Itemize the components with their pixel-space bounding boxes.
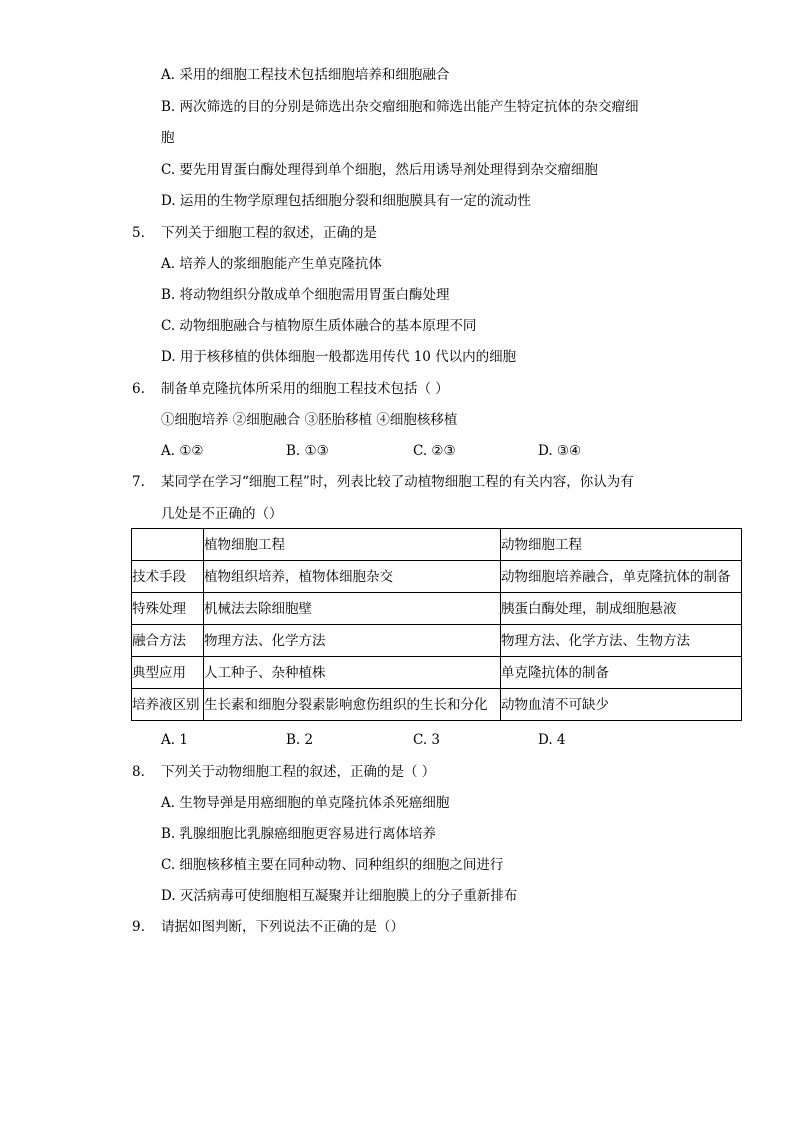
comparison-table <box>131 528 742 721</box>
q5-option-d: D. 用于核移植的供体细胞一般都选用传代 10 代以内的细胞 <box>161 349 517 365</box>
q5-number: 5. <box>132 225 145 241</box>
table-cell: 物理方法、化学方法 <box>204 625 501 657</box>
q6-stem: 制备单克隆抗体所采用的细胞工程技术包括（ ） <box>161 381 449 397</box>
q7-stem-line1: 某同学在学习“细胞工程”时，列表比较了动植物细胞工程的有关内容，你认为有 <box>161 474 634 490</box>
q7-choices <box>161 731 681 749</box>
table-header-cell: 植物细胞工程 <box>204 529 501 561</box>
q8-stem: 下列关于动物细胞工程的叙述，正确的是（ ） <box>161 764 436 780</box>
q8-option-b: B. 乳腺细胞比乳腺癌细胞更容易进行离体培养 <box>161 826 437 842</box>
q5-stem: 下列关于细胞工程的叙述，正确的是 <box>161 225 377 241</box>
table-cell: 特殊处理 <box>132 593 204 625</box>
table-header-cell <box>132 529 204 561</box>
table-row <box>132 625 742 657</box>
q8-option-d: D. 灭活病毒可使细胞相互凝聚并让细胞膜上的分子重新排布 <box>161 888 518 904</box>
q7-choice-b: B. 2 <box>286 732 314 748</box>
q7-stem-line2: 几处是不正确的（） <box>161 506 283 522</box>
q7-choice-a: A. 1 <box>161 732 188 748</box>
q6-choice-b: B. ①③ <box>286 443 329 459</box>
q7-choice-c: C. 3 <box>413 732 441 748</box>
table-header-row <box>132 529 742 561</box>
q6-items: ①细胞培养 ②细胞融合 ③胚胎移植 ④细胞核移植 <box>161 412 458 428</box>
q4-option-d: D. 运用的生物学原理包括细胞分裂和细胞膜具有一定的流动性 <box>161 193 531 209</box>
table-cell: 机械法去除细胞壁 <box>204 593 501 625</box>
table-cell: 典型应用 <box>132 657 204 689</box>
q6-choices <box>161 442 681 460</box>
q9-stem: 请据如图判断，下列说法不正确的是（） <box>161 919 404 935</box>
q7-number: 7. <box>132 474 145 490</box>
table-cell: 技术手段 <box>132 561 204 593</box>
q8-option-a: A. 生物导弹是用癌细胞的单克隆抗体杀死癌细胞 <box>161 795 450 811</box>
q4-option-b-continued: 胞 <box>161 130 175 146</box>
table-row <box>132 657 742 689</box>
table-cell: 融合方法 <box>132 625 204 657</box>
table-cell: 人工种子、杂种植株 <box>204 657 501 689</box>
table-cell: 动物细胞培养融合，单克隆抗体的制备 <box>501 561 742 593</box>
q4-option-b: B. 两次筛选的目的分别是筛选出杂交瘤细胞和筛选出能产生特定抗体的杂交瘤细 <box>161 99 639 115</box>
q5-option-c: C. 动物细胞融合与植物原生质体融合的基本原理不同 <box>161 318 477 334</box>
table-cell: 植物组织培养，植物体细胞杂交 <box>204 561 501 593</box>
q5-option-b: B. 将动物组织分散成单个细胞需用胃蛋白酶处理 <box>161 287 450 303</box>
q4-option-a: A. 采用的细胞工程技术包括细胞培养和细胞融合 <box>161 67 450 83</box>
q6-choice-c: C. ②③ <box>413 443 456 459</box>
table-cell: 培养液区别 <box>132 689 204 721</box>
q6-choice-a: A. ①② <box>161 443 204 459</box>
table-row <box>132 561 742 593</box>
table-cell: 物理方法、化学方法、生物方法 <box>501 625 742 657</box>
q6-choice-d: D. ③④ <box>538 443 582 459</box>
q9-number: 9. <box>132 919 145 935</box>
table-header-cell: 动物细胞工程 <box>501 529 742 561</box>
q7-choice-d: D. 4 <box>538 732 566 748</box>
q6-number: 6. <box>132 381 145 397</box>
q8-option-c: C. 细胞核移植主要在同种动物、同种组织的细胞之间进行 <box>161 857 504 873</box>
table-row <box>132 593 742 625</box>
table-row <box>132 689 742 721</box>
q4-option-c: C. 要先用胃蛋白酶处理得到单个细胞，然后用诱导剂处理得到杂交瘤细胞 <box>161 162 598 178</box>
q8-number: 8. <box>132 764 145 780</box>
q5-option-a: A. 培养人的浆细胞能产生单克隆抗体 <box>161 256 382 272</box>
table-cell: 胰蛋白酶处理，制成细胞悬液 <box>501 593 742 625</box>
table-cell: 动物血清不可缺少 <box>501 689 742 721</box>
table-cell: 单克隆抗体的制备 <box>501 657 742 689</box>
table-cell: 生长素和细胞分裂素影响愈伤组织的生长和分化 <box>204 689 501 721</box>
